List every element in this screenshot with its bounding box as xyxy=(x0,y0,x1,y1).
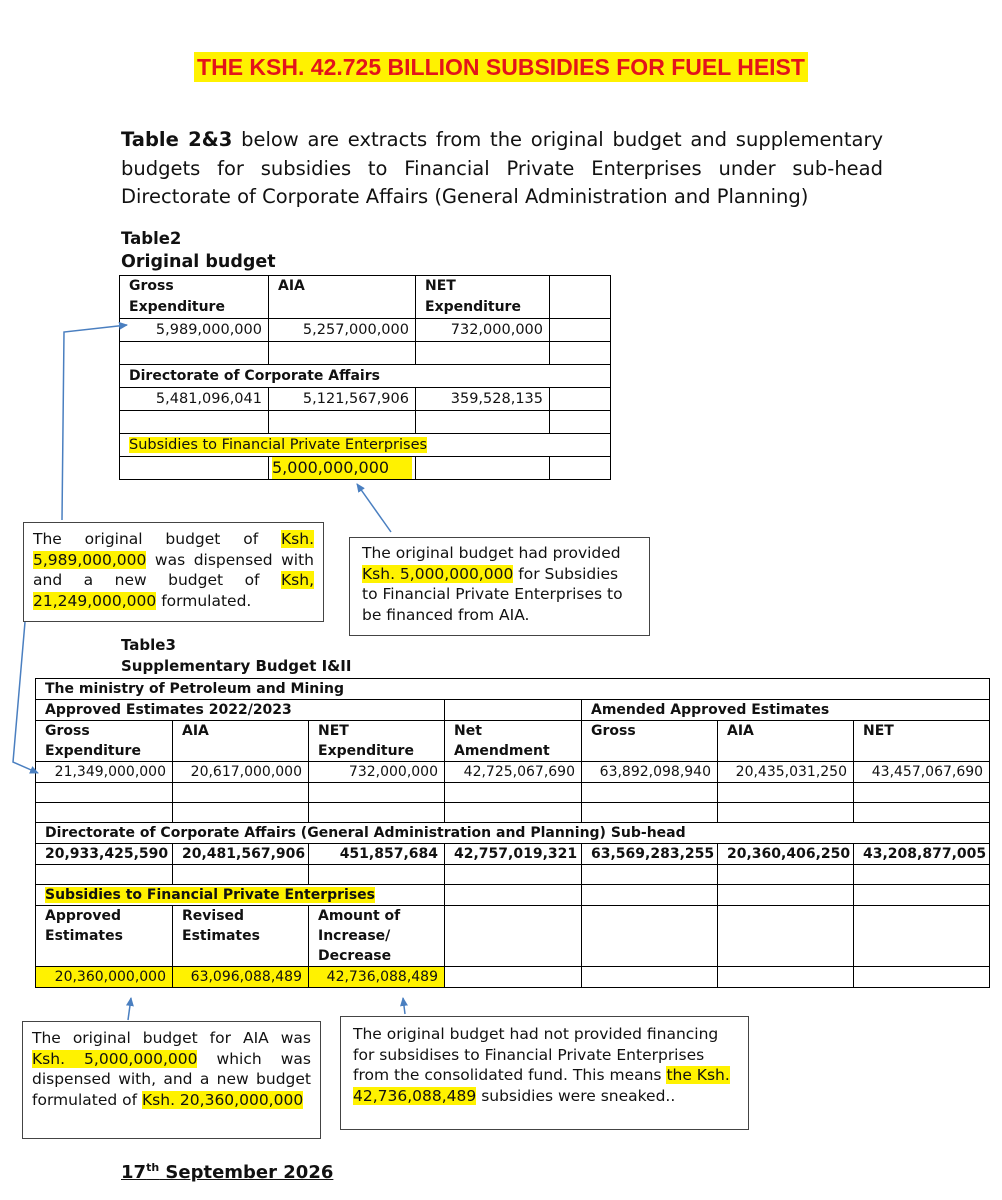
table2-cell-empty xyxy=(269,411,416,434)
table2-subtitle: Original budget xyxy=(121,252,276,272)
table3-cell: 42,757,019,321 xyxy=(445,844,582,865)
table2-cell: 5,257,000,000 xyxy=(269,319,416,342)
arrow-note3-to-table3 xyxy=(128,998,131,1020)
table2-header-empty xyxy=(550,276,611,319)
table2-header-gross: Gross Expenditure xyxy=(120,276,269,319)
table3-cell-empty xyxy=(36,803,173,823)
table3-subheader-revised: Revised Estimates xyxy=(173,906,309,967)
table3 xyxy=(35,678,990,988)
note-text: subsidies were sneaked.. xyxy=(476,1086,676,1105)
table2-cell xyxy=(550,319,611,342)
footer-sup: th xyxy=(146,1161,160,1174)
table3-cell-empty xyxy=(309,783,445,803)
table2-empty-row xyxy=(120,342,611,365)
table3-approved-label: Approved Estimates 2022/2023 xyxy=(36,700,445,721)
footer-day: 17 xyxy=(121,1162,147,1183)
table3-cell-empty xyxy=(854,865,990,885)
table3-subsidies-label: Subsidies to Financial Private Enterprises xyxy=(45,887,375,903)
table3-increase-value: 42,736,088,489 xyxy=(309,967,445,988)
table3-cell-empty xyxy=(582,865,718,885)
table3-cell-empty xyxy=(445,700,582,721)
table2-subsidies-label: Subsidies to Financial Private Enterprises xyxy=(129,437,428,453)
note-aia-dispensed xyxy=(22,1021,321,1139)
table3-cell-empty xyxy=(854,906,990,967)
title-text: THE KSH. 42.725 BILLION SUBSIDIES FOR FUEL HEIST xyxy=(194,52,808,82)
note-text: The original budget for AIA was xyxy=(32,1029,311,1047)
table2-cell-empty xyxy=(550,411,611,434)
table3-row xyxy=(36,762,990,783)
note-text: for Subsidies to Financial Private Enterprises to be financed from AIA. xyxy=(362,564,623,624)
note-text: The original budget had not provided financing for subsidises to Financial Private Enterprises from the consolidated fund. This means xyxy=(353,1025,719,1084)
table3-cell: 732,000,000 xyxy=(309,762,445,783)
note-text: was dispensed with and a new budget of xyxy=(33,550,314,589)
table2-cell: 5,989,000,000 xyxy=(120,319,269,342)
table2-subsidies-value-cell xyxy=(269,457,416,480)
table3-subheader-approved: Approved Estimates xyxy=(36,906,173,967)
table3-cell: 63,892,098,940 xyxy=(582,762,718,783)
table3-empty-row xyxy=(36,865,990,885)
table3-amended-label: Amended Approved Estimates xyxy=(582,700,990,721)
table3-subsidies-values-row xyxy=(36,967,990,988)
table2-subsidies-cell xyxy=(120,434,611,457)
table3-cell: 20,481,567,906 xyxy=(173,844,309,865)
table3-cell-empty xyxy=(582,783,718,803)
table3-subtitle: Supplementary Budget I&II xyxy=(121,657,352,675)
table3-subsidies-cell xyxy=(36,885,445,906)
table3-header-aia: AIA xyxy=(173,721,309,762)
table2 xyxy=(119,275,611,480)
table2-row xyxy=(120,388,611,411)
table2-cell-empty xyxy=(416,411,550,434)
table3-header-amended-aia: AIA xyxy=(718,721,854,762)
table3-cell-empty xyxy=(309,803,445,823)
table2-empty-row xyxy=(120,411,611,434)
table2-cell: 5,481,096,041 xyxy=(120,388,269,411)
table3-cell-empty xyxy=(718,885,854,906)
table2-subsidies-row xyxy=(120,434,611,457)
table3-directorate-label: Directorate of Corporate Affairs (General Administration and Planning) Sub-head xyxy=(36,823,990,844)
table2-cell-empty xyxy=(416,457,550,480)
table3-group-row xyxy=(36,700,990,721)
table3-cell: 20,435,031,250 xyxy=(718,762,854,783)
table3-cell-empty xyxy=(718,906,854,967)
table3-cell-empty xyxy=(445,885,582,906)
table2-cell-empty xyxy=(416,342,550,365)
table3-cell: 42,725,067,690 xyxy=(445,762,582,783)
table3-header-gross-expenditure: Gross Expenditure xyxy=(36,721,173,762)
table3-cell-empty xyxy=(582,967,718,988)
table2-cell-empty xyxy=(120,457,269,480)
note-highlight: Ksh. 5,000,000,000 xyxy=(362,564,514,583)
table2-cell: 359,528,135 xyxy=(416,388,550,411)
table3-subheader-increase: Amount of Increase/ Decrease xyxy=(309,906,445,967)
table2-cell-empty xyxy=(550,342,611,365)
note-highlight: the Ksh. 42,736,088,489 xyxy=(353,1066,730,1105)
table3-cell-empty xyxy=(718,967,854,988)
table3-ministry-row xyxy=(36,679,990,700)
note-text: The original budget had provided xyxy=(362,544,621,562)
table3-approved-value: 20,360,000,000 xyxy=(36,967,173,988)
table3-cell: 63,569,283,255 xyxy=(582,844,718,865)
table2-section-label: Directorate of Corporate Affairs xyxy=(120,365,611,388)
table3-cell-empty xyxy=(445,803,582,823)
table3-cell-empty xyxy=(854,783,990,803)
table3-cell-empty xyxy=(173,783,309,803)
note-subsidies-sneaked xyxy=(340,1016,749,1130)
table3-empty-row xyxy=(36,783,990,803)
footer-date xyxy=(121,1161,333,1183)
note-highlight: Ksh, 21,249,000,000 xyxy=(33,571,314,610)
table3-ministry-label: The ministry of Petroleum and Mining xyxy=(36,679,990,700)
table3-header-net-amendment: Net Amendment xyxy=(445,721,582,762)
table3-cell-empty xyxy=(718,865,854,885)
table3-cell-empty xyxy=(36,783,173,803)
table3-directorate-row xyxy=(36,823,990,844)
table3-cell-empty xyxy=(445,783,582,803)
table3-subheader-row xyxy=(36,906,990,967)
table3-cell-empty xyxy=(173,865,309,885)
arrow-note4-to-table3 xyxy=(403,998,405,1014)
arrow-note1-to-table2 xyxy=(62,325,127,520)
table3-cell: 20,617,000,000 xyxy=(173,762,309,783)
table2-section-row xyxy=(120,365,611,388)
note-original-subsidies xyxy=(349,537,650,636)
note-highlight: Ksh. 5,000,000,000 xyxy=(32,1049,198,1068)
table3-cell-empty xyxy=(582,906,718,967)
table3-cell-empty xyxy=(582,803,718,823)
table3-header-net: NET xyxy=(854,721,990,762)
table3-cell: 20,360,406,250 xyxy=(718,844,854,865)
table3-cell: 20,933,425,590 xyxy=(36,844,173,865)
table3-cell-empty xyxy=(445,967,582,988)
note-original-budget-dispensed xyxy=(23,522,324,622)
arrow-note2-to-table2 xyxy=(357,484,391,532)
table2-cell: 5,121,567,906 xyxy=(269,388,416,411)
table3-cell-empty xyxy=(445,865,582,885)
document-title xyxy=(0,54,1002,81)
table3-cell: 43,208,877,005 xyxy=(854,844,990,865)
note-text: which was dispensed with, and a new budget formulated of xyxy=(32,1049,311,1109)
table3-cell-empty xyxy=(854,967,990,988)
table2-label: Table2 xyxy=(121,229,182,248)
intro-bold: Table 2&3 xyxy=(121,128,233,151)
table3-header-gross: Gross xyxy=(582,721,718,762)
table2-cell xyxy=(550,388,611,411)
table3-cell-empty xyxy=(718,803,854,823)
table2-header-net: NET Expenditure xyxy=(416,276,550,319)
table2-header-aia: AIA xyxy=(269,276,416,319)
table3-cell-empty xyxy=(309,865,445,885)
table2-cell-empty xyxy=(550,457,611,480)
table3-cell-empty xyxy=(854,885,990,906)
note-highlight: Ksh. 5,989,000,000 xyxy=(33,530,314,569)
table3-label: Table3 xyxy=(121,636,176,654)
table2-cell: 732,000,000 xyxy=(416,319,550,342)
table3-cell: 451,857,684 xyxy=(309,844,445,865)
note-text: formulated. xyxy=(156,591,252,610)
table3-revised-value: 63,096,088,489 xyxy=(173,967,309,988)
table2-cell-empty xyxy=(120,411,269,434)
table3-cell-empty xyxy=(445,906,582,967)
intro-paragraph xyxy=(121,126,883,212)
table2-cell-empty xyxy=(120,342,269,365)
table2-row xyxy=(120,319,611,342)
table3-subsidies-row xyxy=(36,885,990,906)
table3-cell-empty xyxy=(173,803,309,823)
table2-header-row xyxy=(120,276,611,319)
intro-text: below are extracts from the original budget and supplementary budgets for subsidies to Financial Private Enterprises under sub-head Directorate of Corporate Affairs (General Administration and Planning) xyxy=(121,128,883,208)
note-highlight: Ksh. 20,360,000,000 xyxy=(142,1090,304,1109)
table3-cell-empty xyxy=(582,885,718,906)
table3-empty-row xyxy=(36,803,990,823)
note-text: The original budget of xyxy=(33,530,281,548)
table3-cell-empty xyxy=(854,803,990,823)
table2-cell-empty xyxy=(269,342,416,365)
footer-rest: September 2026 xyxy=(159,1162,334,1183)
table3-cell: 21,349,000,000 xyxy=(36,762,173,783)
table2-subsidies-value: 5,000,000,000 xyxy=(272,457,412,479)
table3-cell-empty xyxy=(36,865,173,885)
table3-cell-empty xyxy=(718,783,854,803)
table3-header-net-expenditure: NET Expenditure xyxy=(309,721,445,762)
table3-row xyxy=(36,844,990,865)
table3-header-row xyxy=(36,721,990,762)
table3-cell: 43,457,067,690 xyxy=(854,762,990,783)
table2-subsidies-value-row xyxy=(120,457,611,480)
